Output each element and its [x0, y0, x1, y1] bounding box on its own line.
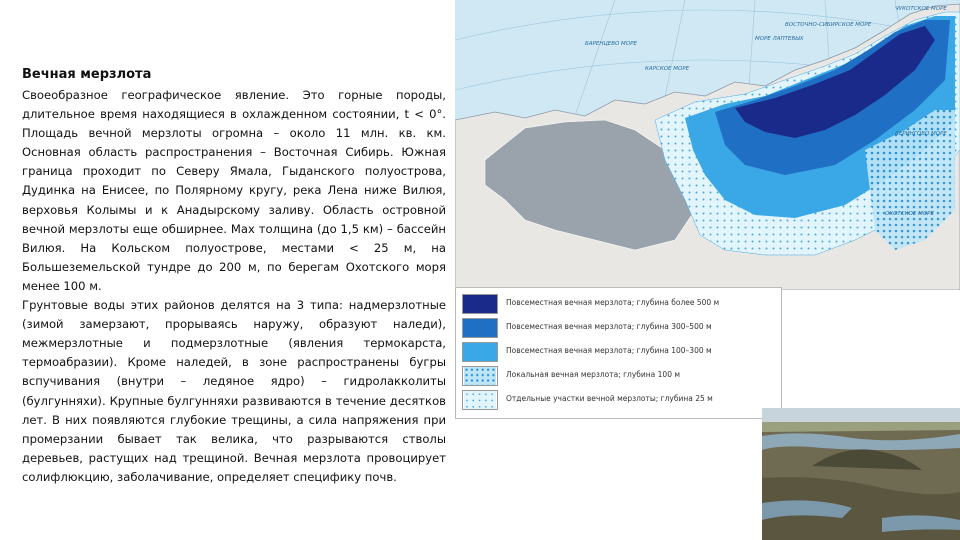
label-bering: БЕРИНГОВО МОРЕ — [895, 131, 947, 137]
label-east-siberian: ВОСТОЧНО-СИБИРСКОЕ МОРЕ — [785, 22, 872, 28]
permafrost-map — [455, 0, 960, 290]
legend-item — [462, 318, 772, 338]
legend-item — [462, 390, 772, 410]
label-kara: КАРСКОЕ МОРЕ — [645, 66, 690, 72]
label-chukchi: ЧУКОТСКОЕ МОРЕ — [895, 6, 947, 12]
legend-item — [462, 342, 772, 362]
legend-label: Локальная вечная мерзлота; глубина 100 м — [506, 370, 681, 379]
legend-swatch — [462, 390, 498, 410]
paragraph-1: Своеобразное географическое явление. Это горные породы, длительное время находящиеся в охлажденном состоянии, t < 0°. Площадь вечной мерзлоты огромна – около 11 млн. кв. км. Основная область распространения – Восточная Сибирь. Южная граница проходит по Северу Ямала, Гыданского полуострова, Дудинка на Енисее, по Полярному кругу, река Лена ниже Вилюя, верховья Колымы и к Анадырскому заливу. Область островной вечной мерзлоты еще обширнее. Max толщина (до 1,5 км) – бассейн Вилюя. На Кольском полуострове, местами < 25 м, на Большеземельской тундре до 200 м, по берегам Охотского моря менее 100 м. — [22, 88, 446, 293]
label-barents: БАРЕНЦЕВО МОРЕ — [585, 41, 637, 47]
legend-label: Отдельные участки вечной мерзлоты; глубина 25 м — [506, 394, 713, 403]
legend-item — [462, 366, 772, 386]
legend-label: Повсеместная вечная мерзлота; глубина более 500 м — [506, 298, 720, 307]
legend-label: Повсеместная вечная мерзлота; глубина 100–300 м — [506, 346, 712, 355]
legend-swatch — [462, 366, 498, 386]
page-title: Вечная мерзлота — [22, 67, 152, 82]
pingo-photo — [762, 408, 960, 540]
legend-item — [462, 294, 772, 314]
legend-swatch — [462, 294, 498, 314]
legend-label: Повсеместная вечная мерзлота; глубина 300–500 м — [506, 322, 712, 331]
label-laptev: МОРЕ ЛАПТЕВЫХ — [755, 36, 804, 42]
paragraph-2: Грунтовые воды этих районов делятся на 3 типа: надмерзлотные (зимой замерзают, прорываясь наружу, образуют наледи), межмерзлотные и подмерзлотные (явления термокарста, термоабразии). Кроме наледей, в зоне распространены бугры вспучивания (внутри – ледяное ядро) – гидролакколиты (булгунняхи). Крупные булгунняхи развиваются в течение десятков лет. В них появляются глубокие трещины, а сила напряжения при промерзании бывает так велика, что разрываются стволы деревьев, растущих над трещиной. Вечная мерзлота провоцирует солифлюкцию, заболачивание, определяет специфику почв. — [22, 298, 446, 484]
legend-swatch — [462, 342, 498, 362]
label-okhotsk: ОХОТСКОЕ МОРЕ — [885, 211, 934, 217]
map-legend — [455, 287, 782, 419]
legend-swatch — [462, 318, 498, 338]
body-text — [22, 86, 446, 487]
